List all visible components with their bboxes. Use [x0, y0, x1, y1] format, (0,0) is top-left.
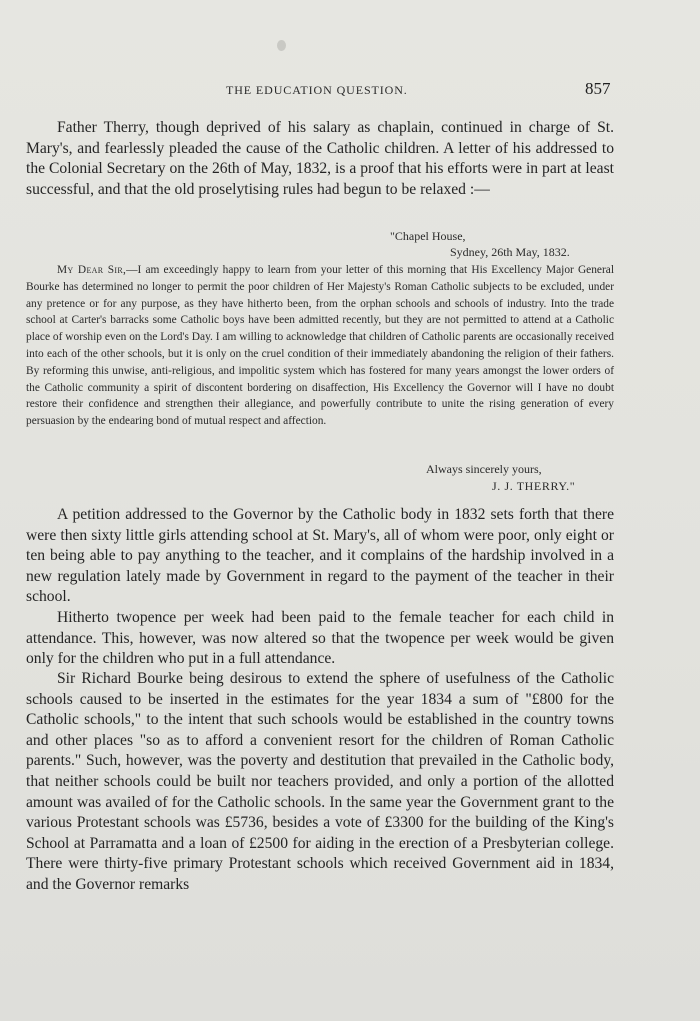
paragraph-bourke: Sir Richard Bourke being desirous to extend the sphere of usefulness of the Catholic schools caused to be inserted in the estimates for the year 1834 a sum of "£800 for the Catholic schools," to the intent that such schools would be established in the country towns and other places "so as to afford a convenient resort for the children of Roman Catholic parents." Such, however, was the poverty and destitution that prevailed in the Catholic body, that neither schools could be built nor teachers provided, and only a portion of the allotted amount was availed of for the Catholic schools. In the same year the Government grant to the various Protestant schools was £5736, besides a vote of £3300 for the building of the King's School at Parramatta and a loan of £2500 for aiding in the erection of a Presbyterian college. There were thirty-five primary Protestant schools which received Government aid in 1834, and the Governor remarks: [26, 670, 614, 893]
paragraph-petition: A petition addressed to the Governor by the Catholic body in 1832 sets forth that there were then sixty little girls attending school at St. Mary's, all of whom were poor, only eight or ten being able to pay anything to the teacher, and it complains of the hardship involved in a new regulation lately made by Government in regard to the payment of the teacher in their school.: [26, 506, 614, 606]
letter-salutation: My Dear Sir,: [57, 264, 127, 276]
page-header: [0, 79, 700, 105]
page-number: 857: [585, 79, 611, 98]
letter-heading: [390, 228, 610, 260]
paragraph-twopence: Hitherto twopence per week had been paid to the female teacher for each child in attendance. This, however, was now altered so that the twopence per week would be given only for the children who put in a full attendance.: [26, 609, 614, 668]
letter-body: [26, 262, 614, 430]
paper-blemish: [277, 40, 286, 51]
letter-text: —I am exceedingly happy to learn from your letter of this morning that His Excellency Major General Bourke has determined no longer to permit the poor children of Her Majesty's Roman Catholic subjects to be excluded, under any pretence or for any purpose, as they have hitherto been, from the orphan schools and schools of industry. Into the trade school at Carter's barracks some Catholic boys have been admitted recently, but they are not permitted to attend at a Catholic place of worship even on the Lord's Day. I am willing to acknowledge that children of Catholic parents are occasionally received into each of the other schools, but it is only on the cruel condition of their immediately abandoning the religion of their fathers. By reforming this unwise, anti-religious, and impolitic system which has fostered for many years amongst the lower orders of the Catholic community a spirit of discontent bordering on disaffection, His Excellency the Governor will I have no doubt restore their confidence and strengthen their allegiance, and powerfully contribute to unite the rising generation of every persuasion by the endearing bond of mutual respect and affection.: [26, 264, 615, 428]
letter-date: Sydney, 26th May, 1832.: [450, 245, 570, 259]
paragraph-intro: Father Therry, though deprived of his salary as chaplain, continued in charge of St. Mary's, and fearlessly pleaded the cause of the Catholic children. A letter of his addressed to the Colonial Secretary on the 26th of May, 1832, is a proof that his efforts were in part at least successful, and that the old proselytising rules had begun to be relaxed :—: [26, 119, 614, 198]
running-title: THE EDUCATION QUESTION.: [226, 83, 408, 97]
letter-signoff: [26, 461, 614, 495]
letter-closing: Always sincerely yours,: [426, 462, 542, 476]
letter-signature: J. J. THERRY.": [492, 479, 576, 493]
letter-address: "Chapel House,: [390, 229, 466, 243]
